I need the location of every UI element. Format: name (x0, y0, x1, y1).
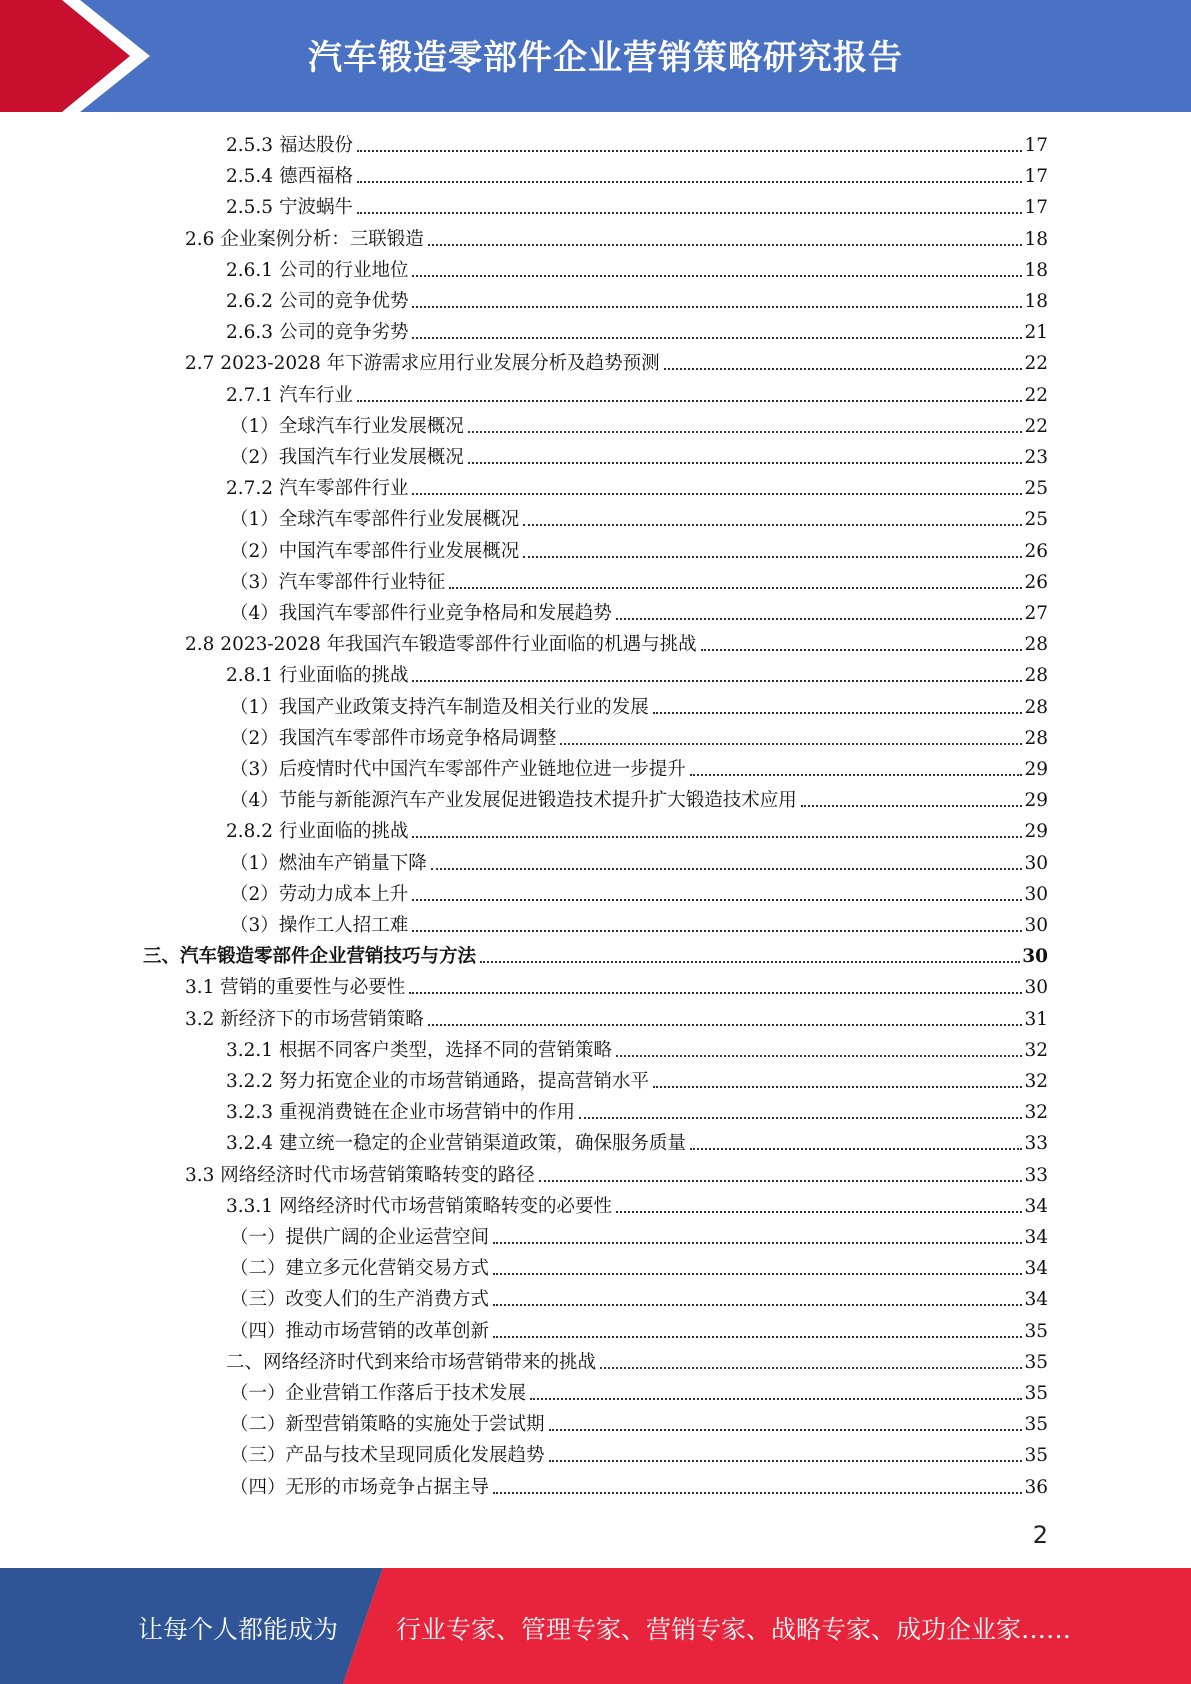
toc-entry-page: 30 (1024, 915, 1048, 936)
toc-leader-dots (579, 1116, 1022, 1119)
toc-leader-dots (468, 430, 1023, 433)
toc-entry[interactable] (230, 533, 1048, 564)
toc-entry-label: 3.1 营销的重要性与必要性 (185, 977, 406, 999)
toc-entry[interactable] (226, 158, 1048, 189)
toc-leader-dots (412, 835, 1022, 838)
toc-entry-page: 35 (1024, 1383, 1048, 1404)
toc-entry-label: （1）全球汽车行业发展概况 (230, 415, 464, 437)
toc-entry-page: 29 (1024, 790, 1048, 812)
toc-leader-dots (493, 1272, 1022, 1275)
toc-entry-label: （2）劳动力成本上升 (230, 883, 409, 905)
toc-entry[interactable] (226, 657, 1048, 688)
toc-leader-dots (600, 1366, 1022, 1369)
page-footer (0, 1568, 1191, 1684)
toc-entry-page: 22 (1024, 415, 1048, 437)
toc-leader-dots (493, 1335, 1022, 1338)
toc-entry-page: 18 (1024, 259, 1048, 281)
toc-leader-dots (539, 1179, 1023, 1182)
toc-entry-label: （1）燃油车产销量下降 (230, 852, 427, 874)
toc-leader-dots (690, 773, 1023, 776)
toc-entry-page: 35 (1024, 1414, 1048, 1436)
toc-entry[interactable] (226, 189, 1048, 220)
toc-entry-page: 32 (1024, 1071, 1048, 1092)
toc-leader-dots (549, 1428, 1023, 1431)
toc-entry[interactable] (226, 470, 1048, 501)
toc-entry[interactable] (226, 1344, 1048, 1375)
toc-entry-page: 23 (1024, 447, 1048, 468)
toc-entry[interactable] (230, 751, 1048, 782)
toc-entry-page: 35 (1024, 1351, 1048, 1373)
toc-entry[interactable] (226, 283, 1048, 314)
toc-leader-dots (493, 1491, 1022, 1494)
toc-entry-page: 28 (1024, 696, 1048, 718)
toc-entry-label: 3.3.1 网络经济时代市场营销策略转变的必要性 (226, 1195, 612, 1217)
toc-entry-page: 30 (1024, 852, 1048, 874)
toc-entry[interactable] (185, 969, 1048, 1000)
toc-leader-dots (653, 711, 1023, 714)
toc-entry-page: 17 (1024, 135, 1048, 156)
toc-entry[interactable] (226, 1125, 1048, 1156)
toc-entry[interactable] (230, 1313, 1048, 1344)
toc-entry-page: 29 (1024, 821, 1048, 843)
toc-entry-label: （三）产品与技术呈现同质化发展趋势 (230, 1445, 545, 1467)
toc-leader-dots (412, 305, 1022, 308)
toc-leader-dots (560, 742, 1022, 745)
toc-entry[interactable] (226, 377, 1048, 408)
toc-leader-dots (690, 1147, 1022, 1150)
toc-entry-label: （2）我国汽车行业发展概况 (230, 447, 464, 468)
toc-entry-label: （四）推动市场营销的改革创新 (230, 1320, 490, 1342)
toc-entry-page: 30 (1022, 946, 1048, 968)
toc-entry[interactable] (185, 345, 1048, 376)
toc-entry-label: 2.6.1 公司的行业地位 (226, 259, 409, 281)
toc-entry-page: 28 (1024, 665, 1048, 687)
toc-leader-dots (412, 492, 1022, 495)
report-title: 汽车锻造零部件企业营销策略研究报告 (308, 37, 903, 78)
page-header (0, 0, 1191, 112)
toc-entry-page: 36 (1024, 1476, 1048, 1498)
toc-entry-label: 三、汽车锻造零部件企业营销技巧与方法 (143, 946, 477, 968)
toc-entry[interactable] (226, 1032, 1048, 1063)
toc-entry-label: （3）操作工人招工难 (230, 915, 409, 936)
toc-entry[interactable] (230, 1469, 1048, 1500)
toc-entry-label: （3）汽车零部件行业特征 (230, 571, 446, 593)
toc-leader-dots (409, 991, 1022, 994)
toc-entry-label: 2.5.4 德西福格 (226, 166, 353, 188)
toc-entry-label: （四）无形的市场竞争占据主导 (230, 1476, 490, 1498)
toc-entry[interactable] (230, 1250, 1048, 1281)
toc-entry-page: 22 (1024, 384, 1048, 406)
toc-entry-page: 21 (1024, 322, 1048, 344)
toc-leader-dots (664, 367, 1023, 370)
toc-entry[interactable] (230, 782, 1048, 813)
toc-leader-dots (616, 1054, 1022, 1057)
toc-entry-page: 28 (1024, 634, 1048, 656)
toc-entry-label: （2）中国汽车零部件行业发展概况 (230, 540, 520, 562)
toc-entry-label: 2.5.3 福达股份 (226, 135, 353, 156)
toc-entry-label: （三）改变人们的生产消费方式 (230, 1289, 490, 1311)
toc-entry[interactable] (230, 1375, 1048, 1406)
toc-leader-dots (493, 1241, 1022, 1244)
toc-entry-page: 26 (1024, 571, 1048, 593)
toc-entry-page: 26 (1024, 540, 1048, 562)
toc-leader-dots (523, 523, 1022, 526)
toc-entry[interactable] (185, 1001, 1048, 1032)
toc-entry-page: 29 (1024, 759, 1048, 780)
toc-entry-page: 31 (1024, 1008, 1048, 1030)
toc-entry[interactable] (230, 501, 1048, 532)
toc-entry[interactable] (230, 564, 1048, 595)
toc-entry-page: 33 (1024, 1133, 1048, 1155)
toc-entry[interactable] (185, 1157, 1048, 1188)
toc-entry-page: 22 (1024, 353, 1048, 375)
toc-entry-label: （一）提供广阔的企业运营空间 (230, 1227, 490, 1248)
toc-entry-page: 30 (1024, 883, 1048, 905)
toc-leader-dots (616, 617, 1023, 620)
toc-entry[interactable] (143, 938, 1048, 969)
toc-leader-dots (428, 1023, 1023, 1026)
toc-entry-label: （3）后疫情时代中国汽车零部件产业链地位进一步提升 (230, 759, 686, 780)
toc-entry-label: 3.2.4 建立统一稳定的企业营销渠道政策，确保服务质量 (226, 1133, 686, 1155)
toc-leader-dots (549, 1459, 1023, 1462)
toc-entry[interactable] (185, 221, 1048, 252)
toc-entry[interactable] (230, 720, 1048, 751)
toc-leader-dots (412, 274, 1022, 277)
toc-entry-label: （2）我国汽车零部件市场竞争格局调整 (230, 727, 557, 749)
toc-entry-page: 35 (1024, 1445, 1048, 1467)
toc-entry-label: （1）全球汽车零部件行业发展概况 (230, 509, 520, 531)
footer-slogan-right: 行业专家、管理专家、营销专家、战略专家、成功企业家…… (396, 1615, 1072, 1644)
toc-leader-dots (412, 929, 1022, 932)
toc-entry-label: 2.7 2023-2028 年下游需求应用行业发展分析及趋势预测 (185, 353, 660, 375)
toc-entry-page: 32 (1024, 1102, 1048, 1124)
toc-entry-label: （二）新型营销策略的实施处于尝试期 (230, 1414, 545, 1436)
toc-leader-dots (468, 461, 1023, 464)
toc-leader-dots (493, 1303, 1022, 1306)
toc-entry-page: 25 (1024, 478, 1048, 500)
toc-entry-page: 17 (1024, 197, 1048, 219)
toc-leader-dots (357, 399, 1023, 402)
footer-slogan-left: 让每个人都能成为 (138, 1615, 339, 1644)
toc-entry-page: 18 (1024, 228, 1048, 250)
toc-entry-page: 35 (1024, 1320, 1048, 1342)
toc-entry[interactable] (226, 813, 1048, 844)
toc-entry-page: 25 (1024, 509, 1048, 531)
toc-entry[interactable] (230, 876, 1048, 907)
toc-entry-page: 32 (1024, 1039, 1048, 1061)
toc-entry-label: 3.2.3 重视消费链在企业市场营销中的作用 (226, 1102, 575, 1124)
toc-leader-dots (480, 960, 1020, 963)
toc-entry-page: 34 (1024, 1227, 1048, 1248)
toc-entry[interactable] (230, 439, 1048, 470)
toc-leader-dots (653, 1085, 1022, 1088)
toc-leader-dots (431, 867, 1023, 870)
toc-entry[interactable] (230, 689, 1048, 720)
toc-entry-label: 3.2.2 努力拓宽企业的市场营销通路，提高营销水平 (226, 1071, 649, 1092)
toc-entry[interactable] (226, 127, 1048, 158)
toc-entry-label: （4）节能与新能源汽车产业发展促进锻造技术提升扩大锻造技术应用 (230, 790, 797, 812)
toc-entry-label: （一）企业营销工作落后于技术发展 (230, 1383, 527, 1404)
toc-leader-dots (357, 211, 1023, 214)
toc-entry[interactable] (230, 408, 1048, 439)
toc-leader-dots (801, 804, 1023, 807)
toc-entry[interactable] (226, 314, 1048, 345)
toc-entry-page: 28 (1024, 727, 1048, 749)
toc-entry-label: 2.7.1 汽车行业 (226, 384, 353, 406)
toc-entry-page: 34 (1024, 1258, 1048, 1280)
toc-entry-label: 3.2.1 根据不同客户类型，选择不同的营销策略 (226, 1039, 612, 1061)
toc-entry-label: 2.5.5 宁波蜗牛 (226, 197, 353, 219)
toc-entry[interactable] (230, 845, 1048, 876)
toc-entry[interactable] (226, 252, 1048, 283)
toc-entry-page: 33 (1024, 1164, 1048, 1186)
toc-entry[interactable] (230, 1437, 1048, 1468)
toc-entry[interactable] (230, 1281, 1048, 1312)
toc-leader-dots (616, 1210, 1022, 1213)
toc-leader-dots (412, 336, 1022, 339)
page-number: 2 (1032, 1521, 1048, 1549)
toc-entry[interactable] (230, 907, 1048, 938)
toc-entry-page: 18 (1024, 291, 1048, 312)
toc-leader-dots (449, 586, 1022, 589)
toc-leader-dots (701, 648, 1023, 651)
toc-entry-label: 2.8 2023-2028 年我国汽车锻造零部件行业面临的机遇与挑战 (185, 634, 697, 656)
toc-entry-label: （1）我国产业政策支持汽车制造及相关行业的发展 (230, 696, 649, 718)
toc-leader-dots (412, 679, 1022, 682)
toc-entry[interactable] (230, 1219, 1048, 1250)
toc-entry-page: 30 (1024, 977, 1048, 999)
toc-entry[interactable] (230, 1406, 1048, 1437)
toc-entry-label: 3.3 网络经济时代市场营销策略转变的路径 (185, 1164, 535, 1186)
toc-leader-dots (357, 149, 1023, 152)
toc-entry-page: 27 (1024, 603, 1048, 624)
toc-entry-label: （二）建立多元化营销交易方式 (230, 1258, 490, 1280)
toc-entry[interactable] (226, 1094, 1048, 1125)
toc-entry-label: 2.6.3 公司的竞争劣势 (226, 322, 409, 344)
toc-entry-page: 34 (1024, 1195, 1048, 1217)
toc-leader-dots (357, 180, 1023, 183)
toc-entry-label: （4）我国汽车零部件行业竞争格局和发展趋势 (230, 603, 612, 624)
toc-leader-dots (428, 243, 1023, 246)
toc-entry-label: 2.6.2 公司的竞争优势 (226, 291, 409, 312)
toc-leader-dots (530, 1397, 1022, 1400)
toc-entry-page: 34 (1024, 1289, 1048, 1311)
toc-entry-label: 2.7.2 汽车零部件行业 (226, 478, 409, 500)
toc-leader-dots (523, 555, 1022, 558)
toc-entry-label: 3.2 新经济下的市场营销策略 (185, 1008, 424, 1030)
toc-entry-page: 17 (1024, 166, 1048, 188)
toc-entry-label: 二、网络经济时代到来给市场营销带来的挑战 (226, 1351, 597, 1373)
toc-entry-label: 2.8.1 行业面临的挑战 (226, 665, 409, 687)
toc-entry[interactable] (185, 626, 1048, 657)
toc-leader-dots (412, 898, 1022, 901)
toc-entry[interactable] (226, 1188, 1048, 1219)
toc-entry[interactable] (226, 1063, 1048, 1094)
toc-entry-label: 2.8.2 行业面临的挑战 (226, 821, 409, 843)
toc-entry[interactable] (230, 595, 1048, 626)
toc-entry-label: 2.6 企业案例分析：三联锻造 (185, 228, 424, 250)
